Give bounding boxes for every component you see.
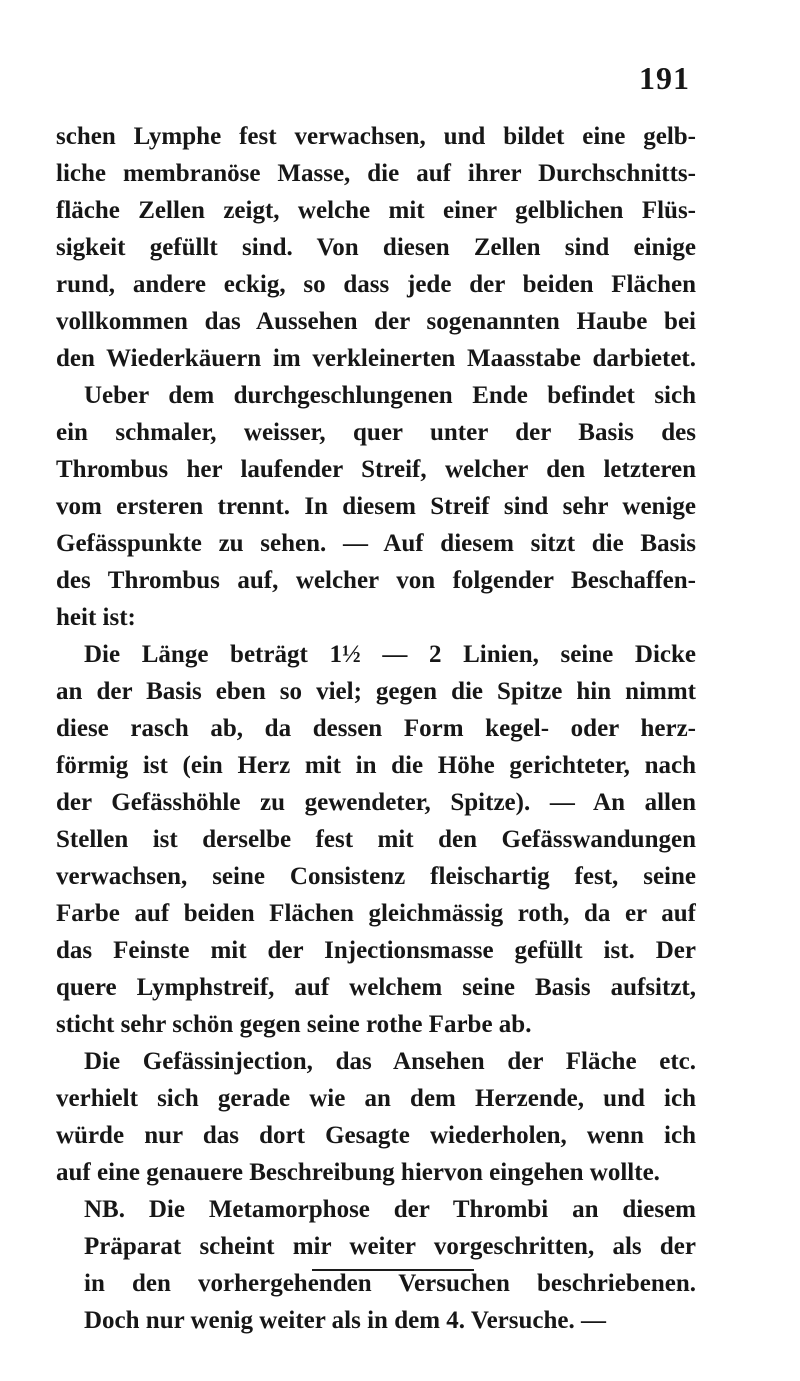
text-line: förmig ist (ein Herz mit in die Höhe gerichteter, nach bbox=[56, 752, 696, 779]
text-line: verwachsen, seine Consistenz fleischartig fest, seine bbox=[56, 863, 696, 890]
page-number: 191 bbox=[639, 60, 690, 96]
text-line: des Thrombus auf, welcher von folgender Beschaffen- bbox=[56, 567, 696, 594]
text-line: vollkommen das Aussehen der sogenannten Haube bei bbox=[56, 308, 696, 335]
text-line: vom ersteren trennt. In diesem Streif sind sehr wenige bbox=[56, 493, 696, 520]
note-line: in den vorhergehenden Versuchen beschriebenen. bbox=[84, 1270, 696, 1297]
text-line: Thrombus her laufender Streif, welcher den letzteren bbox=[56, 456, 696, 483]
text-line: den Wiederkäuern im verkleinerten Maasstabe darbietet. bbox=[56, 345, 696, 372]
text-line: schen Lymphe fest verwachsen, und bildet eine gelb- bbox=[56, 123, 696, 150]
text-line: diese rasch ab, da dessen Form kegel- oder herz- bbox=[56, 715, 696, 742]
section-divider bbox=[312, 1269, 474, 1271]
text-line: liche membranöse Masse, die auf ihrer Durchschnitts- bbox=[56, 160, 696, 187]
text-line: das Feinste mit der Injectionsmasse gefüllt ist. Der bbox=[56, 937, 696, 964]
text-line: an der Basis eben so viel; gegen die Spitze hin nimmt bbox=[56, 678, 696, 705]
text-line: der Gefässhöhle zu gewendeter, Spitze). — An allen bbox=[56, 789, 696, 816]
note-end-line: Doch nur wenig weiter als in dem 4. Versuche. — bbox=[84, 1307, 606, 1334]
text-line: fläche Zellen zeigt, welche mit einer gelblichen Flüs- bbox=[56, 197, 696, 224]
text-line: ein schmaler, weisser, quer unter der Basis des bbox=[56, 419, 696, 446]
text-line: quere Lymphstreif, auf welchem seine Basis aufsitzt, bbox=[56, 974, 696, 1001]
paragraph-end-line: sticht sehr schön gegen seine rothe Farbe ab. bbox=[56, 1011, 532, 1038]
body-text bbox=[56, 118, 696, 1339]
text-line: Stellen ist derselbe fest mit den Gefässwandungen bbox=[56, 826, 696, 853]
text-line: rund, andere eckig, so dass jede der beiden Flächen bbox=[56, 271, 696, 298]
note-line: Präparat scheint mir weiter vorgeschritten, als der bbox=[84, 1233, 696, 1260]
note-start-line: NB. Die Metamorphose der Thrombi an diesem bbox=[84, 1196, 696, 1223]
paragraph-end-line: heit ist: bbox=[56, 604, 136, 631]
text-line: sigkeit gefüllt sind. Von diesen Zellen sind einige bbox=[56, 234, 696, 261]
text-line: verhielt sich gerade wie an dem Herzende, und ich bbox=[56, 1085, 696, 1112]
text-line: würde nur das dort Gesagte wiederholen, wenn ich bbox=[56, 1122, 696, 1149]
paragraph-start-line: Ueber dem durchgeschlungenen Ende befindet sich bbox=[84, 382, 696, 409]
paragraph-start-line: Die Länge beträgt 1½ — 2 Linien, seine Dicke bbox=[84, 641, 696, 668]
paragraph-start-line: Die Gefässinjection, das Ansehen der Fläche etc. bbox=[84, 1048, 696, 1075]
text-line: Gefässpunkte zu sehen. — Auf diesem sitzt die Basis bbox=[56, 530, 696, 557]
text-line: Farbe auf beiden Flächen gleichmässig roth, da er auf bbox=[56, 900, 696, 927]
paragraph-end-line: auf eine genauere Beschreibung hiervon eingehen wollte. bbox=[56, 1159, 660, 1186]
